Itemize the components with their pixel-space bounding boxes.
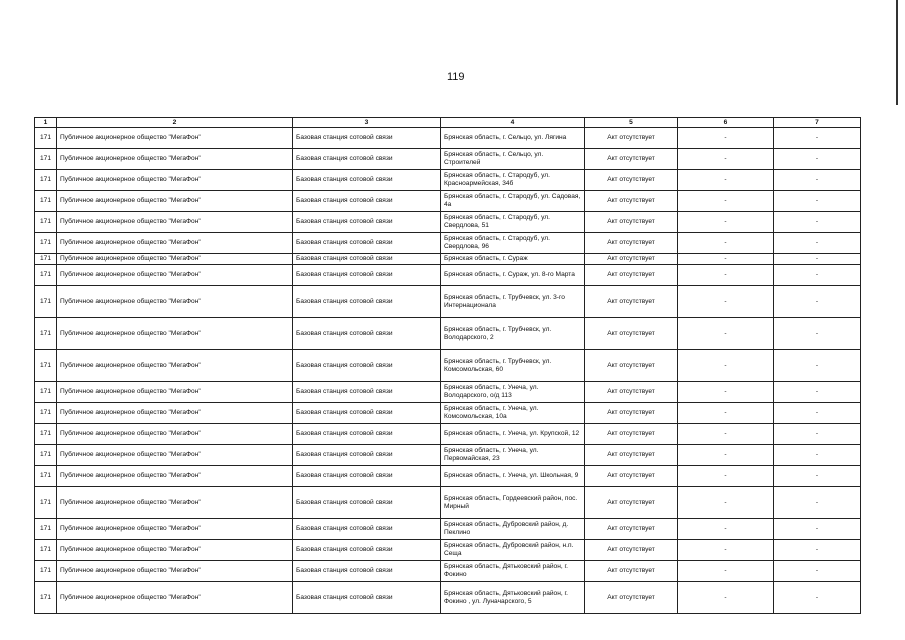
- cell-address: Брянская область, Дятьковский район, г. Фокино , ул. Луначарского, 5: [441, 582, 585, 614]
- cell-c7: -: [774, 254, 861, 265]
- cell-c6: -: [678, 487, 774, 519]
- cell-address: Брянская область, Дятьковский район, г. Фокино: [441, 561, 585, 582]
- cell-act: Акт отсутствует: [585, 519, 678, 540]
- cell-address: Брянская область, г. Сураж: [441, 254, 585, 265]
- column-header: 5: [585, 118, 678, 128]
- cell-c6: -: [678, 265, 774, 286]
- cell-c6: -: [678, 170, 774, 191]
- cell-num: 171: [35, 445, 57, 466]
- table-row: [35, 582, 861, 614]
- table-row: [35, 519, 861, 540]
- cell-owner: Публичное акционерное общество "МегаФон": [57, 265, 293, 286]
- cell-address: Брянская область, г. Унеча, ул. Школьная, 9: [441, 466, 585, 487]
- table-row: [35, 212, 861, 233]
- cell-c6: -: [678, 540, 774, 561]
- cell-c6: -: [678, 233, 774, 254]
- cell-c6: -: [678, 582, 774, 614]
- cell-owner: Публичное акционерное общество "МегаФон": [57, 212, 293, 233]
- cell-address: Брянская область, Дубровский район, н.п. Сеща: [441, 540, 585, 561]
- table-row: [35, 561, 861, 582]
- cell-c7: -: [774, 403, 861, 424]
- cell-c7: -: [774, 424, 861, 445]
- cell-num: 171: [35, 350, 57, 382]
- cell-c6: -: [678, 128, 774, 149]
- cell-owner: Публичное акционерное общество "МегаФон": [57, 519, 293, 540]
- cell-num: 171: [35, 170, 57, 191]
- cell-owner: Публичное акционерное общество "МегаФон": [57, 128, 293, 149]
- cell-act: Акт отсутствует: [585, 561, 678, 582]
- cell-c6: -: [678, 519, 774, 540]
- cell-c7: -: [774, 519, 861, 540]
- table-row: [35, 540, 861, 561]
- cell-c7: -: [774, 582, 861, 614]
- cell-address: Брянская область, Гордеевский район, пос. Мирный: [441, 487, 585, 519]
- table-row: [35, 170, 861, 191]
- cell-num: 171: [35, 540, 57, 561]
- table-row: [35, 487, 861, 519]
- cell-owner: Публичное акционерное общество "МегаФон": [57, 191, 293, 212]
- cell-address: Брянская область, г. Сельцо, ул. Строителей: [441, 149, 585, 170]
- cell-c6: -: [678, 382, 774, 403]
- cell-owner: Публичное акционерное общество "МегаФон": [57, 582, 293, 614]
- cell-act: Акт отсутствует: [585, 265, 678, 286]
- cell-c6: -: [678, 445, 774, 466]
- cell-act: Акт отсутствует: [585, 403, 678, 424]
- cell-address: Брянская область, г. Сельцо, ул. Лягина: [441, 128, 585, 149]
- cell-act: Акт отсутствует: [585, 254, 678, 265]
- cell-c7: -: [774, 191, 861, 212]
- cell-owner: Публичное акционерное общество "МегаФон": [57, 487, 293, 519]
- cell-act: Акт отсутствует: [585, 170, 678, 191]
- cell-owner: Публичное акционерное общество "МегаФон": [57, 170, 293, 191]
- cell-num: 171: [35, 466, 57, 487]
- cell-address: Брянская область, г. Трубчевск, ул. Володарского, 2: [441, 318, 585, 350]
- cell-act: Акт отсутствует: [585, 212, 678, 233]
- cell-c7: -: [774, 212, 861, 233]
- cell-owner: Публичное акционерное общество "МегаФон": [57, 466, 293, 487]
- cell-owner: Публичное акционерное общество "МегаФон": [57, 424, 293, 445]
- cell-c7: -: [774, 149, 861, 170]
- cell-object: Базовая станция сотовой связи: [293, 487, 441, 519]
- cell-num: 171: [35, 487, 57, 519]
- cell-owner: Публичное акционерное общество "МегаФон": [57, 149, 293, 170]
- cell-object: Базовая станция сотовой связи: [293, 149, 441, 170]
- cell-c6: -: [678, 403, 774, 424]
- column-header: 7: [774, 118, 861, 128]
- cell-object: Базовая станция сотовой связи: [293, 128, 441, 149]
- cell-num: 171: [35, 582, 57, 614]
- cell-act: Акт отсутствует: [585, 318, 678, 350]
- cell-object: Базовая станция сотовой связи: [293, 170, 441, 191]
- cell-c6: -: [678, 424, 774, 445]
- cell-c7: -: [774, 265, 861, 286]
- cell-c6: -: [678, 149, 774, 170]
- cell-act: Акт отсутствует: [585, 286, 678, 318]
- cell-address: Брянская область, г. Сураж, ул. 8-го Марта: [441, 265, 585, 286]
- table-row: [35, 128, 861, 149]
- cell-owner: Публичное акционерное общество "МегаФон": [57, 318, 293, 350]
- cell-act: Акт отсутствует: [585, 424, 678, 445]
- cell-c6: -: [678, 212, 774, 233]
- table-row: [35, 466, 861, 487]
- cell-object: Базовая станция сотовой связи: [293, 254, 441, 265]
- column-header: 2: [57, 118, 293, 128]
- table-row: [35, 149, 861, 170]
- cell-num: 171: [35, 265, 57, 286]
- cell-c7: -: [774, 487, 861, 519]
- table-row: [35, 403, 861, 424]
- cell-owner: Публичное акционерное общество "МегаФон": [57, 403, 293, 424]
- cell-num: 171: [35, 424, 57, 445]
- cell-num: 171: [35, 382, 57, 403]
- cell-object: Базовая станция сотовой связи: [293, 519, 441, 540]
- cell-c7: -: [774, 318, 861, 350]
- cell-address: Брянская область, г. Стародуб, ул. Садовая, 4а: [441, 191, 585, 212]
- cell-address: Брянская область, г. Унеча, ул. Первомайская, 23: [441, 445, 585, 466]
- cell-act: Акт отсутствует: [585, 350, 678, 382]
- cell-object: Базовая станция сотовой связи: [293, 350, 441, 382]
- cell-address: Брянская область, г. Унеча, ул. Крупской, 12: [441, 424, 585, 445]
- table-header-row: [35, 118, 861, 128]
- cell-owner: Публичное акционерное общество "МегаФон": [57, 350, 293, 382]
- cell-address: Брянская область, г. Унеча, ул. Комсомольская, 10а: [441, 403, 585, 424]
- cell-c7: -: [774, 128, 861, 149]
- cell-act: Акт отсутствует: [585, 487, 678, 519]
- cell-c7: -: [774, 466, 861, 487]
- cell-c7: -: [774, 445, 861, 466]
- cell-num: 171: [35, 286, 57, 318]
- cell-object: Базовая станция сотовой связи: [293, 382, 441, 403]
- registry-table: [34, 117, 861, 614]
- cell-c7: -: [774, 540, 861, 561]
- cell-owner: Публичное акционерное общество "МегаФон": [57, 254, 293, 265]
- cell-owner: Публичное акционерное общество "МегаФон": [57, 382, 293, 403]
- cell-act: Акт отсутствует: [585, 466, 678, 487]
- cell-owner: Публичное акционерное общество "МегаФон": [57, 561, 293, 582]
- cell-act: Акт отсутствует: [585, 191, 678, 212]
- cell-act: Акт отсутствует: [585, 445, 678, 466]
- cell-object: Базовая станция сотовой связи: [293, 561, 441, 582]
- cell-num: 171: [35, 561, 57, 582]
- cell-c6: -: [678, 350, 774, 382]
- cell-num: 171: [35, 233, 57, 254]
- cell-c6: -: [678, 286, 774, 318]
- cell-act: Акт отсутствует: [585, 382, 678, 403]
- cell-owner: Публичное акционерное общество "МегаФон": [57, 445, 293, 466]
- cell-address: Брянская область, Дубровский район, д. Пеклино: [441, 519, 585, 540]
- table-row: [35, 254, 861, 265]
- cell-num: 171: [35, 191, 57, 212]
- cell-owner: Публичное акционерное общество "МегаФон": [57, 540, 293, 561]
- cell-num: 171: [35, 403, 57, 424]
- cell-object: Базовая станция сотовой связи: [293, 540, 441, 561]
- cell-object: Базовая станция сотовой связи: [293, 424, 441, 445]
- cell-address: Брянская область, г. Трубчевск, ул. Комсомольская, 60: [441, 350, 585, 382]
- cell-object: Базовая станция сотовой связи: [293, 286, 441, 318]
- cell-c7: -: [774, 233, 861, 254]
- table-row: [35, 286, 861, 318]
- cell-num: 171: [35, 519, 57, 540]
- table-row: [35, 265, 861, 286]
- cell-c6: -: [678, 466, 774, 487]
- cell-c7: -: [774, 286, 861, 318]
- page-number-text: 119: [447, 71, 465, 83]
- table-row: [35, 233, 861, 254]
- cell-object: Базовая станция сотовой связи: [293, 212, 441, 233]
- cell-object: Базовая станция сотовой связи: [293, 233, 441, 254]
- cell-c6: -: [678, 191, 774, 212]
- cell-owner: Публичное акционерное общество "МегаФон": [57, 233, 293, 254]
- cell-object: Базовая станция сотовой связи: [293, 403, 441, 424]
- page-edge-mark: [896, 0, 898, 105]
- cell-c7: -: [774, 350, 861, 382]
- cell-c7: -: [774, 170, 861, 191]
- column-header: 6: [678, 118, 774, 128]
- cell-c7: -: [774, 561, 861, 582]
- cell-act: Акт отсутствует: [585, 128, 678, 149]
- cell-address: Брянская область, г. Унеча, ул. Володарского, о/д 113: [441, 382, 585, 403]
- table-row: [35, 350, 861, 382]
- table-row: [35, 318, 861, 350]
- column-header: 3: [293, 118, 441, 128]
- cell-act: Акт отсутствует: [585, 540, 678, 561]
- cell-num: 171: [35, 212, 57, 233]
- cell-c6: -: [678, 254, 774, 265]
- cell-c6: -: [678, 561, 774, 582]
- cell-object: Базовая станция сотовой связи: [293, 445, 441, 466]
- column-header: 1: [35, 118, 57, 128]
- cell-address: Брянская область, г. Стародуб, ул. Красноармейская, 34б: [441, 170, 585, 191]
- table-row: [35, 191, 861, 212]
- cell-act: Акт отсутствует: [585, 149, 678, 170]
- cell-num: 171: [35, 149, 57, 170]
- cell-num: 171: [35, 318, 57, 350]
- table-row: [35, 382, 861, 403]
- table-row: [35, 424, 861, 445]
- cell-owner: Публичное акционерное общество "МегаФон": [57, 286, 293, 318]
- cell-act: Акт отсутствует: [585, 582, 678, 614]
- cell-c7: -: [774, 382, 861, 403]
- cell-num: 171: [35, 128, 57, 149]
- cell-act: Акт отсутствует: [585, 233, 678, 254]
- table-row: [35, 445, 861, 466]
- cell-num: 171: [35, 254, 57, 265]
- cell-c6: -: [678, 318, 774, 350]
- cell-object: Базовая станция сотовой связи: [293, 466, 441, 487]
- cell-object: Базовая станция сотовой связи: [293, 582, 441, 614]
- column-header: 4: [441, 118, 585, 128]
- cell-object: Базовая станция сотовой связи: [293, 265, 441, 286]
- cell-address: Брянская область, г. Стародуб, ул. Свердлова, 96: [441, 233, 585, 254]
- cell-object: Базовая станция сотовой связи: [293, 191, 441, 212]
- cell-object: Базовая станция сотовой связи: [293, 318, 441, 350]
- cell-address: Брянская область, г. Стародуб, ул. Свердлова, 51: [441, 212, 585, 233]
- cell-address: Брянская область, г. Трубчевск, ул. 3-го Интернационала: [441, 286, 585, 318]
